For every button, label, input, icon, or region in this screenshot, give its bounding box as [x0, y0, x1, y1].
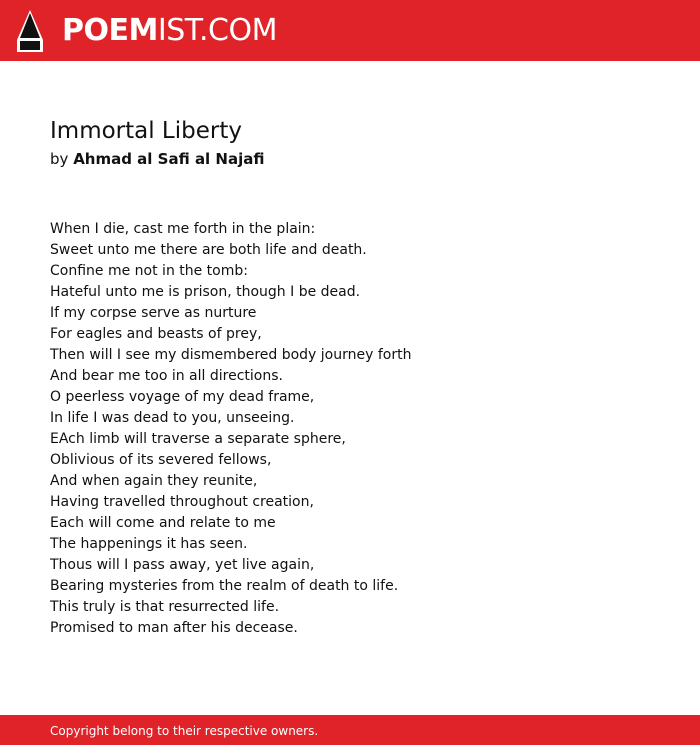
- poem-line: When I die, cast me forth in the plain:: [50, 221, 316, 237]
- poem-line: Hateful unto me is prison, though I be dead.: [50, 284, 361, 300]
- copyright-text: Copyright belong to their respective owners.: [50, 724, 319, 738]
- poem-line: The happenings it has seen.: [50, 536, 248, 552]
- pencil-icon[interactable]: [17, 10, 43, 52]
- poem-title: Immortal Liberty: [50, 118, 242, 144]
- logo-light-text: IST.COM: [157, 13, 277, 48]
- poem-line: Bearing mysteries from the realm of death to life.: [50, 578, 399, 594]
- author-name: Ahmad al Safi al Najafi: [73, 150, 265, 168]
- byline: [50, 148, 264, 170]
- site-footer: [0, 715, 700, 745]
- poem-line: O peerless voyage of my dead frame,: [50, 389, 315, 405]
- poem-line: For eagles and beasts of prey,: [50, 326, 262, 342]
- by-label: by: [50, 150, 69, 168]
- poem-line: Then will I see my dismembered body journey forth: [50, 347, 412, 363]
- poem-line: Promised to man after his decease.: [50, 620, 298, 636]
- poem-line: If my corpse serve as nurture: [50, 305, 257, 321]
- logo-bold-text: POEM: [62, 13, 158, 48]
- poem-line: Confine me not in the tomb:: [50, 263, 248, 279]
- poem-line: In life I was dead to you, unseeing.: [50, 410, 295, 426]
- site-header: [0, 0, 700, 61]
- poem-line: Having travelled throughout creation,: [50, 494, 314, 510]
- poem-line: This truly is that resurrected life.: [50, 599, 280, 615]
- poem-line: Sweet unto me there are both life and death.: [50, 242, 367, 258]
- poem-line: EAch limb will traverse a separate sphere,: [50, 431, 346, 447]
- poem-line: Oblivious of its severed fellows,: [50, 452, 272, 468]
- poem-body: [50, 219, 411, 639]
- poem-line: Thous will I pass away, yet live again,: [50, 557, 315, 573]
- poem-line: And bear me too in all directions.: [50, 368, 283, 384]
- poem-line: And when again they reunite,: [50, 473, 258, 489]
- site-logo[interactable]: [62, 12, 277, 50]
- poem-line: Each will come and relate to me: [50, 515, 276, 531]
